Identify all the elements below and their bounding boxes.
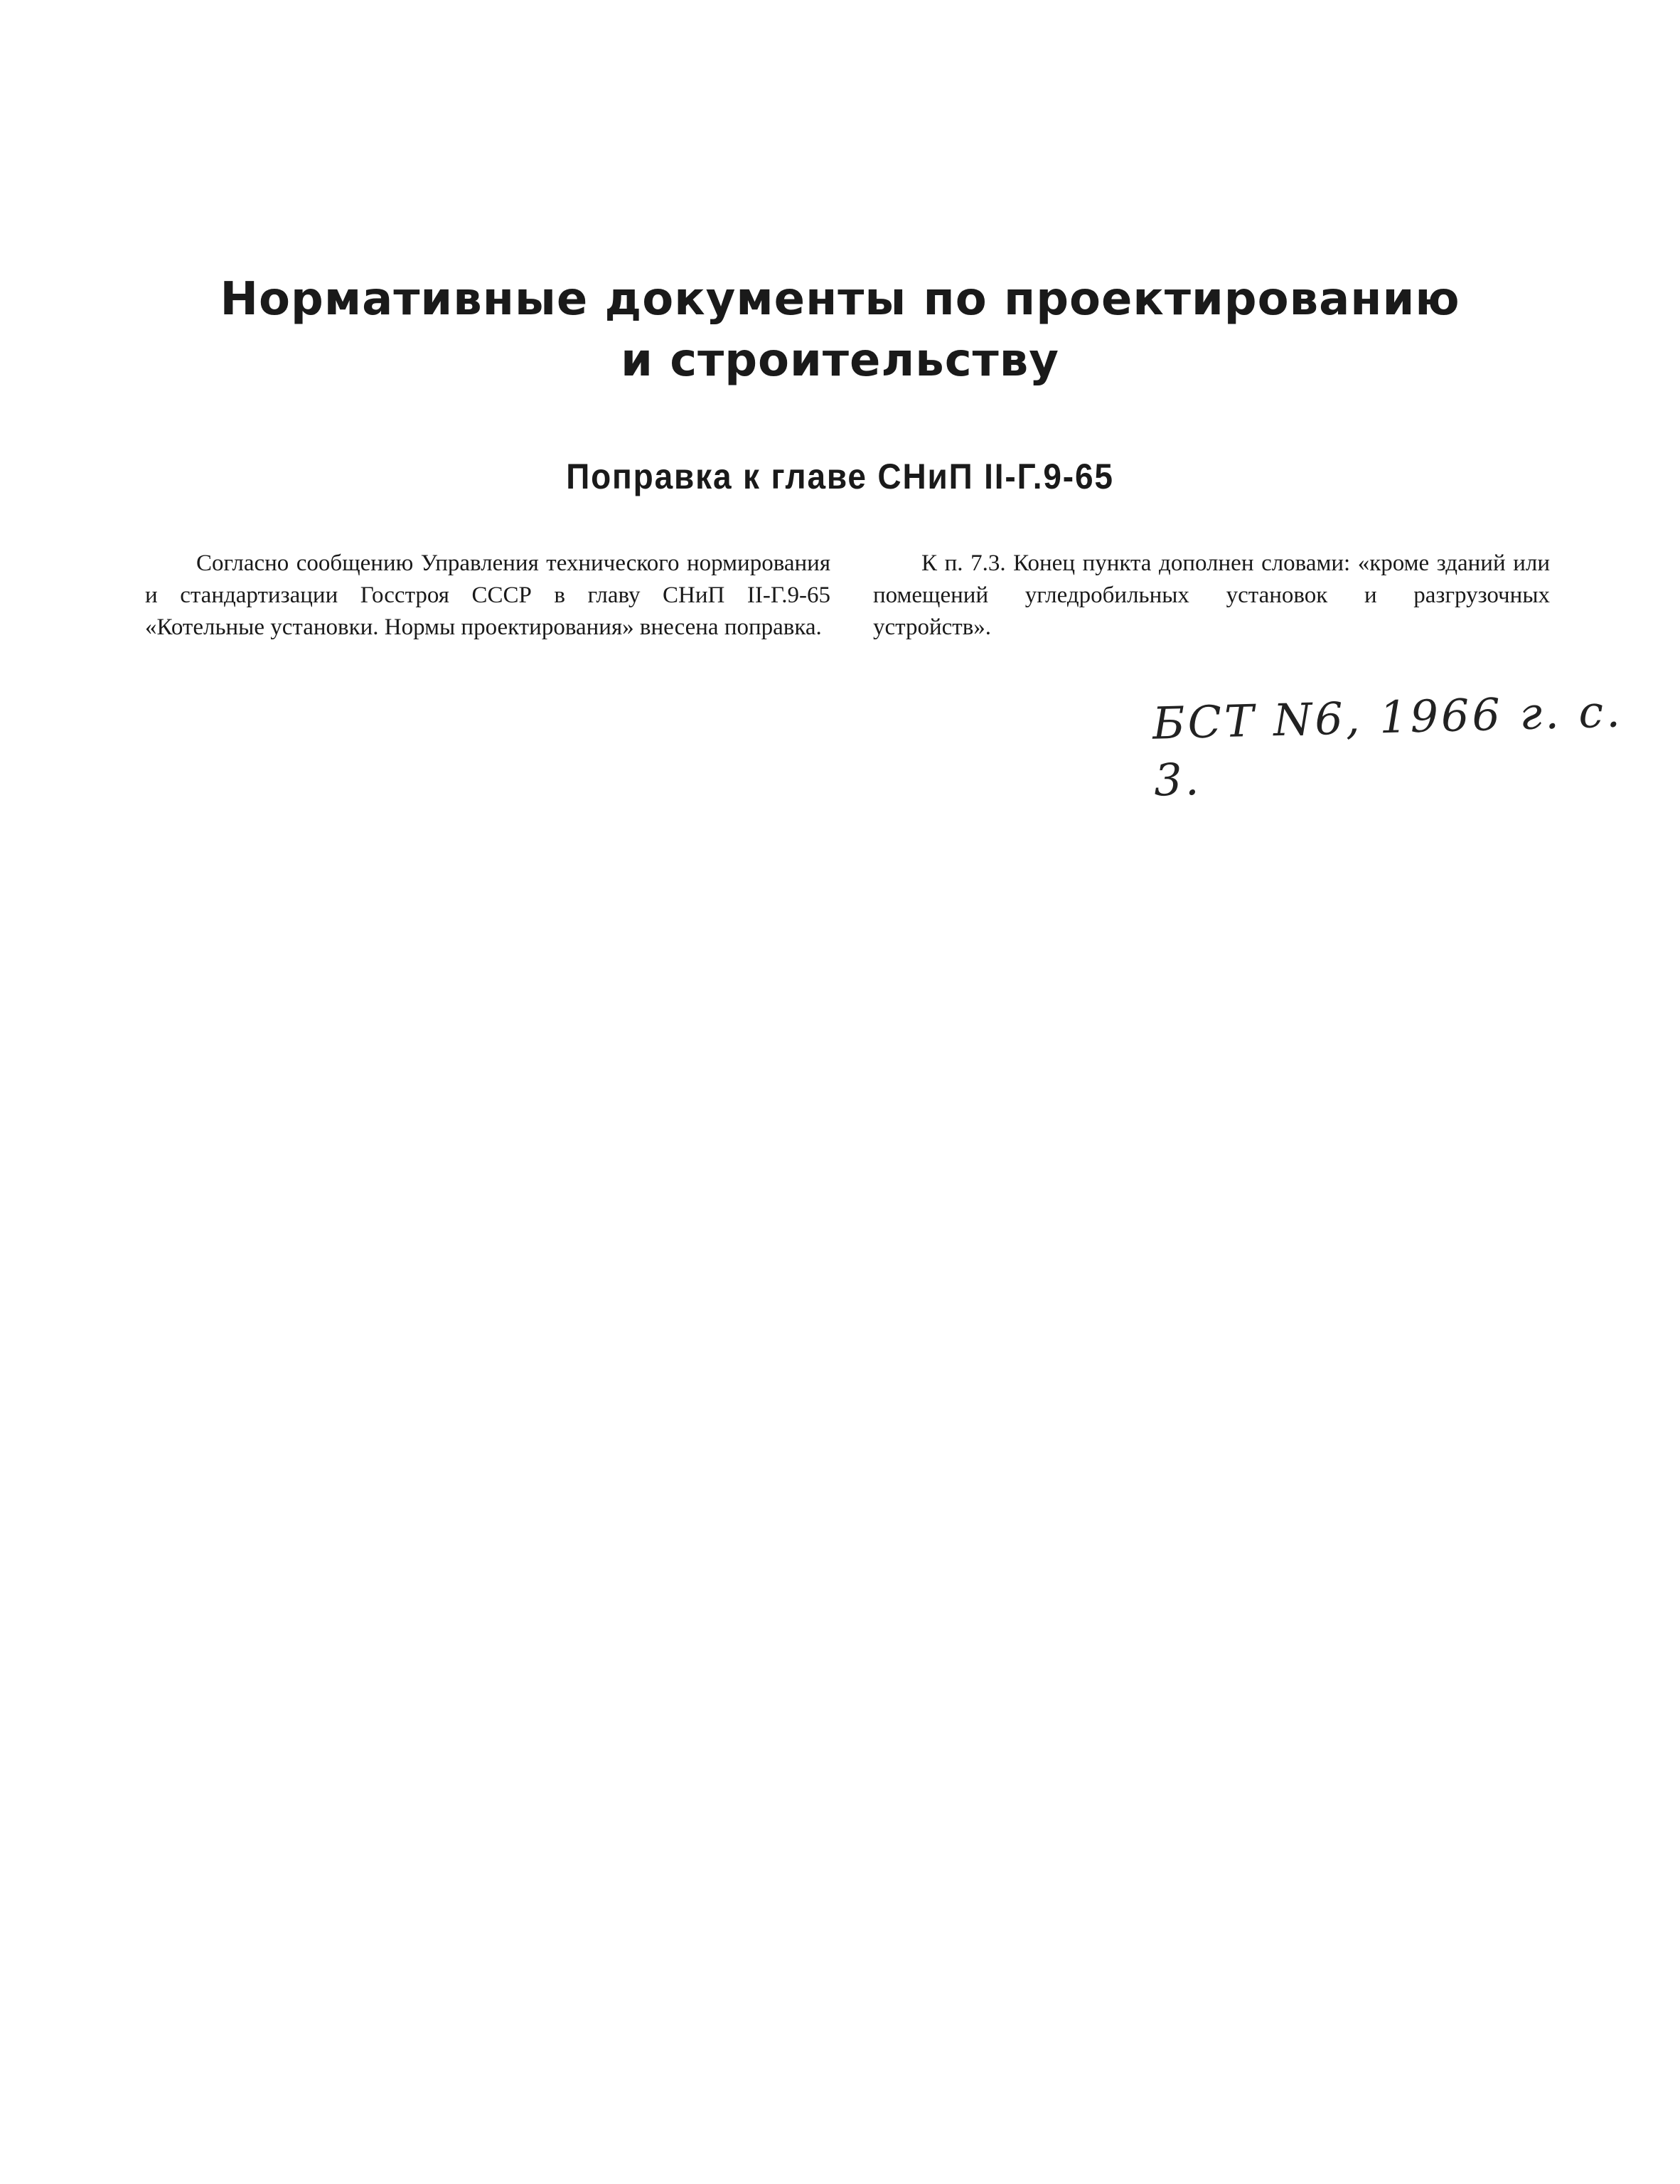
handwritten-reference-note: БСТ N6, 1966 г. с. 3.	[1152, 685, 1624, 806]
right-column-paragraph: К п. 7.3. Конец пункта дополнен словами: «кроме зданий или помещений угледробильных установок и разгрузочных устройств».	[873, 550, 1550, 640]
section-subtitle: Поправка к главе СНиП II-Г.9-65	[566, 457, 1114, 496]
left-column-paragraph: Согласно сообщению Управления технического нормирования и стандартизации Госстроя СССР в главу СНиП II-Г.9-65 «Котельные установки. Нормы проектирования» внесена поправка.	[145, 550, 830, 640]
page-title	[0, 269, 1680, 391]
page-title-line-2: и строительству	[621, 334, 1059, 387]
page-title-line-1: Нормативные документы по проектированию	[220, 273, 1460, 326]
